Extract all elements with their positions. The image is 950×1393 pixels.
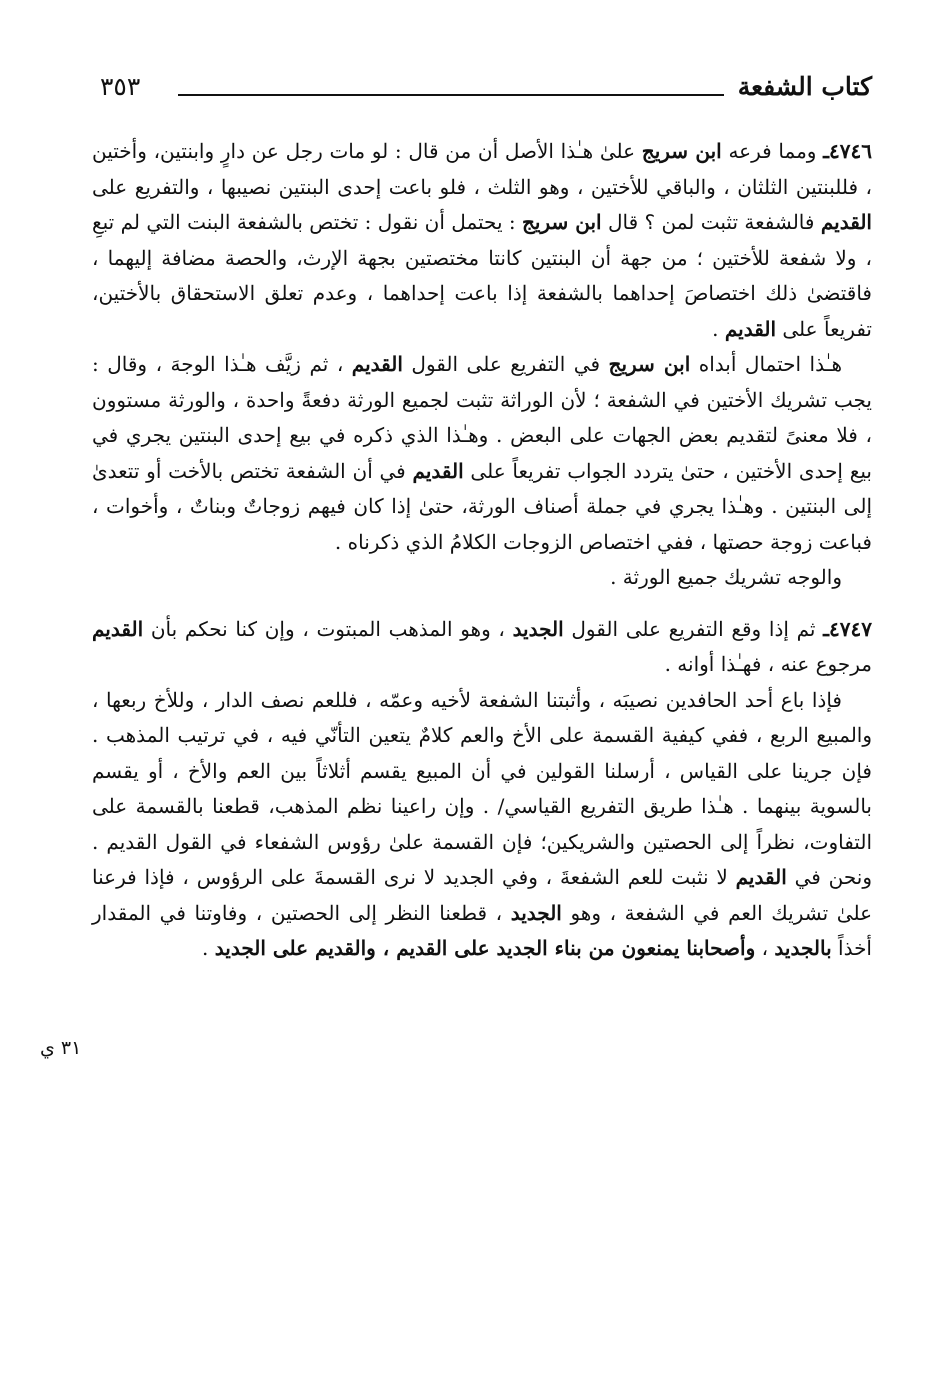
text-segment-bold: القديم [92,616,144,641]
paragraph-example [92,683,872,967]
text-segment-bold: الجديد [512,616,564,641]
paragraph-commentary [92,347,872,560]
text-segment: في أن الشفعة تختص بالأخت أو تتعدىٰ إلى البنتين . وهـٰذا يجري في جملة أصناف الورثة، حتىٰ إذا كان فيهم زوجاتٌ وبناتٌ ، وأخوات ، فباعت زوجة حصتها ، ففي اختصاص الزوجات الكلامُ الذي ذكرناه . [92,458,873,554]
text-segment-bold: ابن سريج [608,352,691,376]
header-rule [178,94,724,96]
text-segment: فإذا باع أحد الحافدين نصيبَه ، وأثبتنا الشفعة لأخيه وعمّه ، فللعم نصف الدار ، وللأخ ربعها ، والمبيع الربع ، ففي كيفية القسمة على الأخ والعم كلامٌ يتعين التأنّي فيه ، في ترتيب المذهب . فإن جرينا على القياس ، أرسلنا القولين في أن المبيع يقسم أثلاثاً بين العم والأخ ، أو يقسم بالسوية بينهما . هـٰذا طريق التفريع القياسي/ . وإن راعينا نظم المذهب، قطعنا بالقسمة على التفاوت، نظراً إلى الحصتين والشريكين؛ فإن القسمة علىٰ رؤوس الشفعاء في القول القديم . ونحن في [92,687,873,889]
text-segment: ، قطعنا النظر إلى الحصتين ، وفاوتنا في المقدار أخذاً [92,900,872,960]
text-segment: فالشفعة تثبت لمن ؟ قال [601,210,821,234]
text-segment-bold: بالجديد [774,936,832,960]
text-segment: : يحتمل أن نقول : تختص بالشفعة البنت التي لم تبعِ ، ولا شفعة للأختين ؛ من جهة أن البنتين كانتا مختصتين بجهة الإرث، والحصة مضافة إليهما ، فاقتضىٰ ذلك اختصاصَ إحداهما بالشفعة إذا باعت إحداهما ، وعدم تعلق الاستحقاق بالأختين، تفريعاً على [92,210,872,341]
page-number: ٣٥٣ [100,72,141,101]
paragraph-4746 [92,134,872,347]
margin-folio-note: ٣١ ي [40,1037,82,1059]
text-segment: ، ثم زيَّف هـٰذا الوجهَ ، وقال : يجب تشريك الأختين في الشفعة ؛ لأن الوراثة تثبت لجميع الورثة دفعةً واحدة ، والورثة مستوون ، فلا معنىً لتقديم بعض الجهات على البعض . وهـٰذا الذي ذكره في بيع إحدى البنتين يجري في بيع إحدى الأختين ، حتىٰ يتردد الجواب تفريعاً على [92,352,872,483]
text-segment: ، [755,936,775,960]
text-segment: والوجه تشريك جميع الورثة . [610,565,842,589]
text-segment-bold: القديم [724,316,777,341]
text-segment-bold: وأصحابنا يمنعون من بناء الجديد على القديم ، والقديم على الجديد [214,936,756,960]
text-segment-bold: القديم [351,352,403,376]
text-segment-bold: ابن سريج [522,210,602,234]
text-segment-bold: القديم [735,865,787,889]
issue-number: ٤٧٤٦ـ [823,139,872,163]
text-segment: . [712,316,725,341]
text-segment-bold: القديم [820,210,872,234]
text-segment: لا نثبت للعم الشفعةَ ، وفي الجديد لا نرى القسمةَ على الرؤوس ، فإذا فرعنا علىٰ تشريك العم في الشفعة ، وهو [92,865,872,925]
text-segment: . [202,936,215,960]
text-segment-bold: الجديد [510,900,562,925]
text-segment: ، وهو المذهب المبتوت ، وإن كنا نحكم بأن [143,616,513,641]
text-segment: هـٰذا احتمال أبداه [690,352,843,376]
text-segment: ومما فرعه [721,139,824,163]
text-segment-bold: ابن سريج [641,139,722,163]
issue-number: ٤٧٤٧ـ [823,616,872,641]
text-segment: ثم إذا وقع التفريع على القول [563,616,824,641]
book-title: كتاب الشفعة [737,72,872,101]
paragraph-4747 [92,612,872,683]
text-segment-bold: القديم [412,458,464,483]
page-header [100,70,872,110]
body-text [92,134,872,967]
text-segment: مرجوع عنه ، فهـٰذا أوانه . [664,652,872,676]
paragraph-conclusion [92,560,872,596]
text-segment: في التفريع على القول [402,352,609,376]
text-segment: علىٰ هـٰذا الأصل أن من قال : لو مات رجل عن دارٍ وابنتين، وأختين ، فللبنتين الثلثان ، والباقي للأختين ، وهو الثلث ، فلو باعت إحدى البنتين نصيبها ، والتفريع على [92,139,872,199]
